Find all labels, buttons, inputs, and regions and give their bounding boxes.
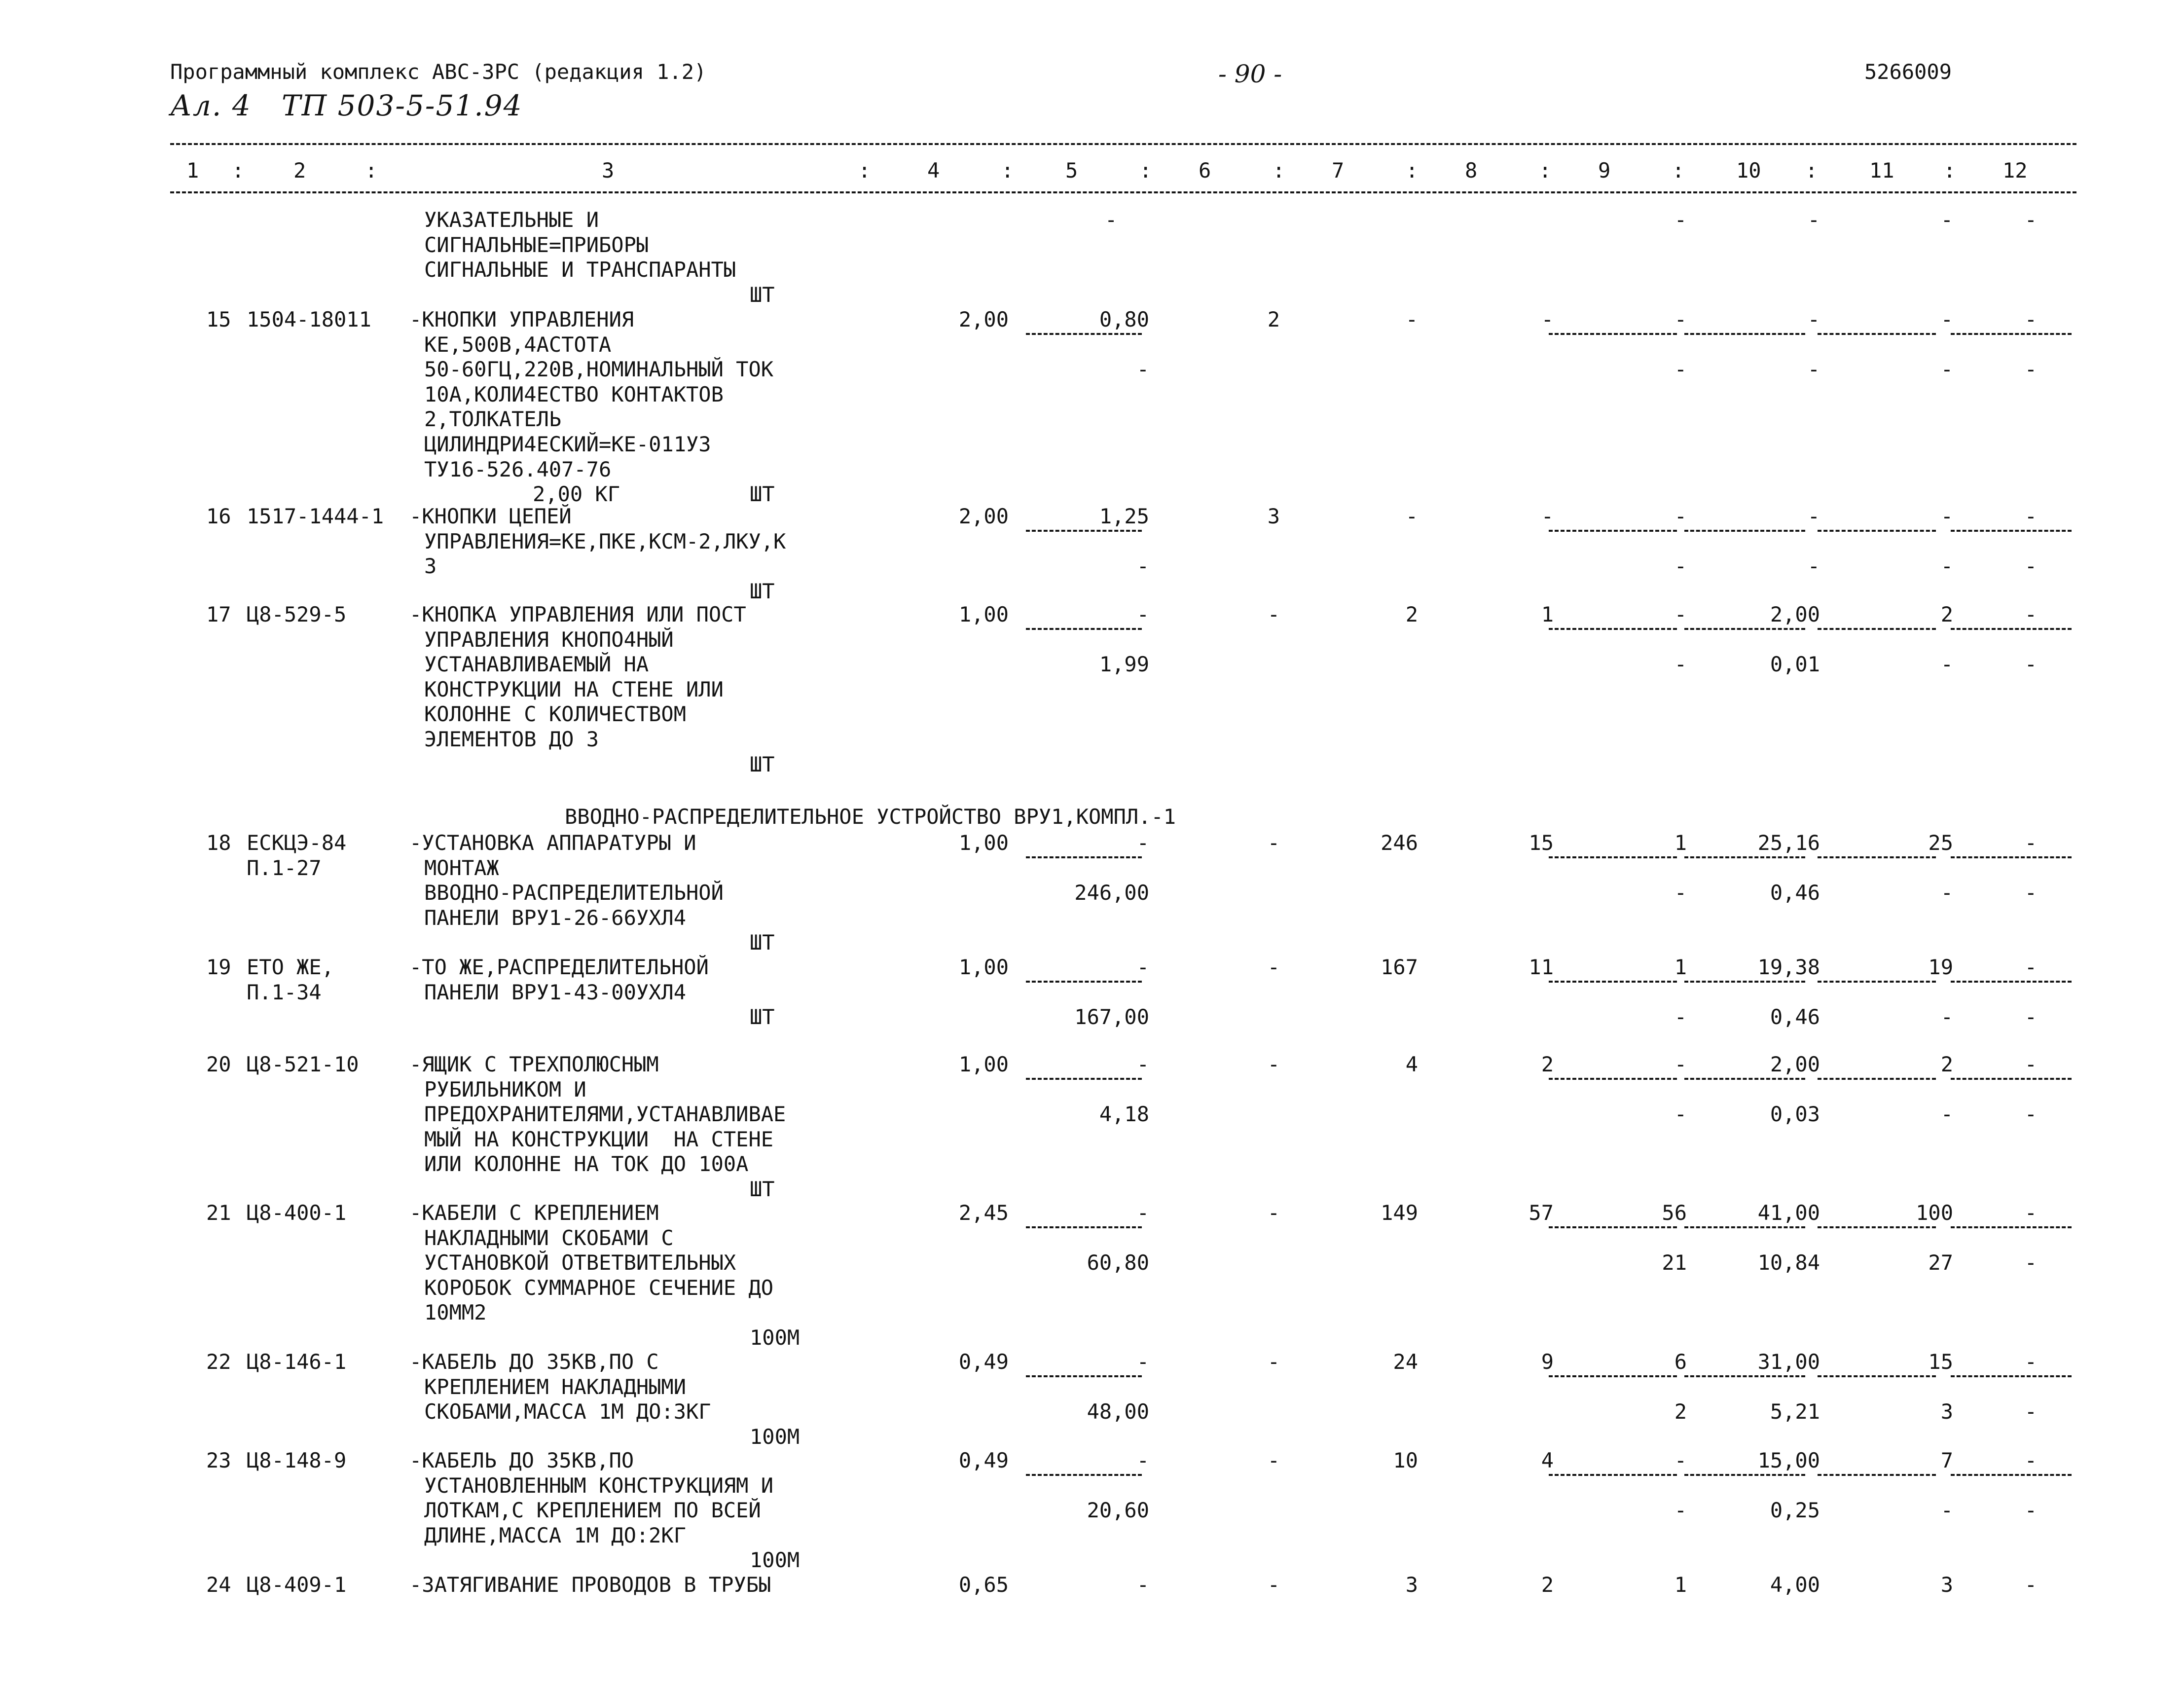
cell-value: 0,80 xyxy=(1099,307,1149,331)
fraction-divider xyxy=(1026,333,1142,335)
cell-value: 10,84 xyxy=(1757,1250,1820,1275)
fraction-divider xyxy=(1818,1474,1936,1476)
cell-value: 2,00 xyxy=(1770,602,1820,626)
cell-value: 4 xyxy=(1405,1052,1418,1076)
cell-value: 15 xyxy=(1928,1350,1953,1374)
cell-value: - xyxy=(1541,504,1554,528)
description-line: ТУ16-526.407-76 xyxy=(424,457,612,481)
cell-value: - xyxy=(1674,504,1687,528)
fraction-divider xyxy=(1684,1078,1805,1080)
cell-value: - xyxy=(1105,208,1118,232)
cell-value: 1,25 xyxy=(1099,504,1149,528)
fraction-divider xyxy=(1026,1226,1142,1228)
unit-label: ШТ xyxy=(750,482,775,507)
fraction-divider xyxy=(1549,1375,1677,1377)
cell-value: 2,00 xyxy=(958,504,1009,528)
fraction-divider xyxy=(1684,333,1805,335)
cell-value: 56 xyxy=(1662,1201,1687,1225)
cell-value: - xyxy=(2024,1052,2037,1076)
cell-value: 2,00 xyxy=(1770,1052,1820,1076)
column-header-1: 1 xyxy=(186,158,199,183)
description-line: КОРОБОК СУММАРНОЕ СЕЧЕНИЕ ДО xyxy=(424,1275,774,1300)
cell-value: - xyxy=(1267,831,1280,855)
fraction-divider xyxy=(1951,333,2072,335)
cell-value: 4,18 xyxy=(1099,1102,1149,1127)
fraction-divider xyxy=(1549,981,1677,983)
cell-value: - xyxy=(2024,602,2037,626)
cell-value: - xyxy=(1267,1350,1280,1374)
column-separator: : xyxy=(1139,158,1152,183)
cell-value: - xyxy=(2024,357,2037,382)
cell-value: 0,46 xyxy=(1770,881,1820,905)
price-code: П.1-27 xyxy=(247,855,322,880)
cell-value: - xyxy=(2024,307,2037,331)
row-number: 18 xyxy=(206,831,231,855)
cell-value: 15 xyxy=(1529,831,1554,855)
fraction-divider xyxy=(1951,1375,2072,1377)
column-header-5: 5 xyxy=(1065,158,1078,183)
cell-value: 0,03 xyxy=(1770,1102,1820,1127)
cell-value: - xyxy=(1940,1102,1953,1127)
cell-value: - xyxy=(1940,1498,1953,1523)
cell-value: 4 xyxy=(1541,1448,1554,1472)
price-code: Ц8-409-1 xyxy=(247,1573,347,1597)
cell-value: 1 xyxy=(1541,602,1554,626)
column-separator: : xyxy=(1943,158,1956,183)
fraction-divider xyxy=(1684,1226,1805,1228)
fraction-divider xyxy=(1818,1226,1936,1228)
description-line: МЫЙ НА КОНСТРУКЦИИ НА СТЕНЕ xyxy=(424,1127,774,1151)
description-line: -КАБЕЛЬ ДО 35КВ,ПО С xyxy=(409,1350,659,1374)
cell-value: 3 xyxy=(1267,504,1280,528)
cell-value: - xyxy=(2024,1573,2037,1597)
cell-value: 0,46 xyxy=(1770,1005,1820,1029)
column-header-4: 4 xyxy=(927,158,940,183)
cell-value: 1,99 xyxy=(1099,652,1149,677)
description-line: ПАНЕЛИ ВРУ1-43-00УХЛ4 xyxy=(424,980,687,1004)
cell-value: 24 xyxy=(1393,1350,1418,1374)
fraction-divider xyxy=(1951,856,2072,858)
cell-value: - xyxy=(1674,1498,1687,1523)
cell-value: 2,00 xyxy=(958,307,1009,331)
cell-value: 1 xyxy=(1674,955,1687,979)
price-code: ЕТО ЖЕ, xyxy=(247,955,334,979)
cell-value: - xyxy=(1940,652,1953,677)
cell-value: 21 xyxy=(1662,1250,1687,1275)
description-line: УСТАНОВКОЙ ОТВЕТВИТЕЛЬНЫХ xyxy=(424,1250,736,1275)
row-number: 20 xyxy=(206,1052,231,1076)
cell-value: 2 xyxy=(1405,602,1418,626)
cell-value: 41,00 xyxy=(1757,1201,1820,1225)
column-separator: : xyxy=(1805,158,1818,183)
cell-value: - xyxy=(2024,1250,2037,1275)
fraction-divider xyxy=(1951,530,2072,532)
description-line: СИГНАЛЬНЫЕ=ПРИБОРЫ xyxy=(424,232,649,257)
cell-value: 9 xyxy=(1541,1350,1554,1374)
cell-value: - xyxy=(1136,602,1149,626)
weight-label: 2,00 КГ xyxy=(533,482,620,507)
cell-value: - xyxy=(2024,1350,2037,1374)
cell-value: - xyxy=(2024,1498,2037,1523)
fraction-divider xyxy=(1026,981,1142,983)
description-line: ДЛИНЕ,МАССА 1М ДО:2КГ xyxy=(424,1523,687,1547)
fraction-divider xyxy=(1684,856,1805,858)
column-header-3: 3 xyxy=(602,158,615,183)
fraction-divider xyxy=(1549,333,1677,335)
cell-value: 48,00 xyxy=(1087,1399,1149,1424)
description-line: УСТАНОВЛЕННЫМ КОНСТРУКЦИЯМ И xyxy=(424,1473,774,1498)
cell-value: - xyxy=(2024,1448,2037,1472)
cell-value: - xyxy=(1267,1052,1280,1076)
cell-value: - xyxy=(1267,955,1280,979)
fraction-divider xyxy=(1684,981,1805,983)
description-line: УПРАВЛЕНИЯ КНОПО4НЫЙ xyxy=(424,627,674,652)
unit-label: ШТ xyxy=(750,1177,775,1201)
cell-value: 246 xyxy=(1381,831,1418,855)
price-code: 1504-18011 xyxy=(247,307,371,331)
column-header-8: 8 xyxy=(1465,158,1478,183)
cell-value: 2 xyxy=(1674,1399,1687,1424)
cell-value: - xyxy=(1674,1448,1687,1472)
cell-value: - xyxy=(2024,208,2037,232)
cell-value: - xyxy=(1674,1102,1687,1127)
cell-value: - xyxy=(1807,208,1820,232)
cell-value: - xyxy=(2024,554,2037,579)
cell-value: - xyxy=(1940,504,1953,528)
column-header-11: 11 xyxy=(1869,158,1894,183)
row-number: 19 xyxy=(206,955,231,979)
price-code: Ц8-148-9 xyxy=(247,1448,347,1472)
cell-value: - xyxy=(1940,307,1953,331)
fraction-divider xyxy=(1549,530,1677,532)
cell-value: 1,00 xyxy=(958,1052,1009,1076)
price-code: Ц8-400-1 xyxy=(247,1201,347,1225)
fraction-divider xyxy=(1026,1078,1142,1080)
fraction-divider xyxy=(1549,1474,1677,1476)
cell-value: 2 xyxy=(1267,307,1280,331)
cell-value: 2 xyxy=(1541,1573,1554,1597)
cell-value: 1,00 xyxy=(958,955,1009,979)
cell-value: 31,00 xyxy=(1757,1350,1820,1374)
row-number: 24 xyxy=(206,1573,231,1597)
description-line: -УСТАНОВКА АППАРАТУРЫ И xyxy=(409,831,696,855)
description-line: ИЛИ КОЛОННЕ НА ТОК ДО 100А xyxy=(424,1152,749,1176)
cell-value: - xyxy=(2024,652,2037,677)
cell-value: 4,00 xyxy=(1770,1573,1820,1597)
cell-value: - xyxy=(1674,208,1687,232)
description-line: УСТАНАВЛИВАЕМЫЙ НА xyxy=(424,652,649,677)
cell-value: - xyxy=(2024,1399,2037,1424)
document-code: 5266009 xyxy=(1864,60,1952,84)
cell-value: 1,00 xyxy=(958,831,1009,855)
description-line: 10А,КОЛИ4ЕСТВО КОНТАКТОВ xyxy=(424,382,724,406)
description-line: 10ММ2 xyxy=(424,1300,487,1325)
fraction-divider xyxy=(1951,1078,2072,1080)
description-line: -КАБЕЛЬ ДО 35КВ,ПО xyxy=(409,1448,634,1472)
cell-value: - xyxy=(1674,652,1687,677)
cell-value: 2 xyxy=(1541,1052,1554,1076)
cell-value: - xyxy=(1940,881,1953,905)
cell-value: - xyxy=(1940,208,1953,232)
column-header-9: 9 xyxy=(1598,158,1611,183)
cell-value: 167 xyxy=(1381,955,1418,979)
cell-value: 3 xyxy=(1405,1573,1418,1597)
cell-value: 246,00 xyxy=(1074,881,1149,905)
cell-value: 57 xyxy=(1529,1201,1554,1225)
description-line: ПРЕДОХРАНИТЕЛЯМИ,УСТАНАВЛИВАЕ xyxy=(424,1102,786,1127)
description-line: КЕ,500В,4АСТОТА xyxy=(424,332,612,357)
cell-value: - xyxy=(1267,1448,1280,1472)
price-code: 1517-1444-1 xyxy=(247,504,384,528)
unit-label: ШТ xyxy=(750,1005,775,1029)
cell-value: 19,38 xyxy=(1757,955,1820,979)
fraction-divider xyxy=(1549,1078,1677,1080)
cell-value: - xyxy=(1267,602,1280,626)
unit-label: ШТ xyxy=(750,282,775,307)
cell-value: - xyxy=(1136,357,1149,382)
cell-value: - xyxy=(2024,881,2037,905)
cell-value: - xyxy=(2024,1201,2037,1225)
cell-value: - xyxy=(1136,1448,1149,1472)
cell-value: - xyxy=(1674,1005,1687,1029)
row-number: 23 xyxy=(206,1448,231,1472)
cell-value: - xyxy=(2024,831,2037,855)
column-separator: : xyxy=(232,158,245,183)
unit-label: 100М xyxy=(750,1548,800,1573)
description-line: -ЗАТЯГИВАНИЕ ПРОВОДОВ В ТРУБЫ xyxy=(409,1573,771,1597)
fraction-divider xyxy=(1951,981,2072,983)
cell-value: - xyxy=(1940,554,1953,579)
price-code: П.1-34 xyxy=(247,980,322,1004)
description-line: РУБИЛЬНИКОМ И xyxy=(424,1077,586,1102)
description-line: ЦИЛИНДРИ4ЕСКИЙ=КЕ-011УЗ xyxy=(424,432,711,456)
description-line: ПАНЕЛИ ВРУ1-26-66УХЛ4 xyxy=(424,905,687,930)
description-line: 2,ТОЛКАТЕЛЬ xyxy=(424,407,562,432)
fraction-divider xyxy=(1549,1226,1677,1228)
description-line: КОЛОННЕ С КОЛИЧЕСТВОМ xyxy=(424,702,687,727)
cell-value: - xyxy=(1807,554,1820,579)
description-line: МОНТАЖ xyxy=(424,855,499,880)
column-separator: : xyxy=(1406,158,1419,183)
cell-value: - xyxy=(2024,955,2037,979)
cell-value: 15,00 xyxy=(1757,1448,1820,1472)
cell-value: 0,01 xyxy=(1770,652,1820,677)
cell-value: 60,80 xyxy=(1087,1250,1149,1275)
cell-value: 0,65 xyxy=(958,1573,1009,1597)
cell-value: 1 xyxy=(1674,1573,1687,1597)
description-line: -КНОПКА УПРАВЛЕНИЯ ИЛИ ПОСТ xyxy=(409,602,746,626)
description-line: -КАБЕЛИ С КРЕПЛЕНИЕМ xyxy=(409,1201,659,1225)
cell-value: 149 xyxy=(1381,1201,1418,1225)
cell-value: - xyxy=(2024,1102,2037,1127)
cell-value: 11 xyxy=(1529,955,1554,979)
cell-value: - xyxy=(1674,554,1687,579)
cell-value: 2 xyxy=(1940,602,1953,626)
column-header-2: 2 xyxy=(293,158,306,183)
cell-value: - xyxy=(1136,955,1149,979)
cell-value: - xyxy=(1674,307,1687,331)
column-separator: : xyxy=(365,158,378,183)
cell-value: - xyxy=(1674,881,1687,905)
cell-value: 1 xyxy=(1674,831,1687,855)
fraction-divider xyxy=(1818,856,1936,858)
column-header-6: 6 xyxy=(1199,158,1211,183)
fraction-divider xyxy=(1026,856,1142,858)
fraction-divider xyxy=(1026,1474,1142,1476)
description-line: КРЕПЛЕНИЕМ НАКЛАДНЫМИ xyxy=(424,1374,687,1399)
cell-value: - xyxy=(1940,357,1953,382)
cell-value: 10 xyxy=(1393,1448,1418,1472)
cell-value: 100 xyxy=(1916,1201,1953,1225)
cell-value: - xyxy=(1267,1573,1280,1597)
column-separator: : xyxy=(858,158,871,183)
handwritten-reference: Ал. 4 ТП 503-5-51.94 xyxy=(170,89,523,122)
cell-value: - xyxy=(1940,1005,1953,1029)
description-line: СКОБАМИ,МАССА 1М ДО:3КГ xyxy=(424,1399,711,1424)
cell-value: 3 xyxy=(1940,1573,1953,1597)
cell-value: 20,60 xyxy=(1087,1498,1149,1523)
price-code: Ц8-146-1 xyxy=(247,1350,347,1374)
description-line: З xyxy=(424,554,437,579)
fraction-divider xyxy=(1026,628,1142,630)
cell-value: - xyxy=(1674,602,1687,626)
row-number: 16 xyxy=(206,504,231,528)
row-number: 21 xyxy=(206,1201,231,1225)
fraction-divider xyxy=(1026,530,1142,532)
description-line: СИГНАЛЬНЫЕ И ТРАНСПАРАНТЫ xyxy=(424,257,736,282)
fraction-divider xyxy=(1818,981,1936,983)
fraction-divider xyxy=(1684,530,1805,532)
cell-value: 2 xyxy=(1940,1052,1953,1076)
column-header-7: 7 xyxy=(1332,158,1345,183)
column-separator: : xyxy=(1539,158,1552,183)
column-separator: : xyxy=(1273,158,1285,183)
fraction-divider xyxy=(1549,856,1677,858)
description-line: КОНСТРУКЦИИ НА СТЕНЕ ИЛИ xyxy=(424,677,724,701)
cell-value: 25 xyxy=(1928,831,1953,855)
row-number: 17 xyxy=(206,602,231,626)
fraction-divider xyxy=(1549,628,1677,630)
fraction-divider xyxy=(1684,1375,1805,1377)
cell-value: - xyxy=(1136,831,1149,855)
price-code: Ц8-521-10 xyxy=(247,1052,359,1076)
description-line: ВВОДНО-РАСПРЕДЕЛИТЕЛЬНОЙ xyxy=(424,881,724,905)
description-line: УПРАВЛЕНИЯ=КЕ,ПКЕ,КСМ-2,ЛКУ,К xyxy=(424,529,786,553)
cell-value: 19 xyxy=(1928,955,1953,979)
unit-label: 100М xyxy=(750,1325,800,1350)
unit-label: 100М xyxy=(750,1424,800,1449)
fraction-divider xyxy=(1684,628,1805,630)
cell-value: 0,25 xyxy=(1770,1498,1820,1523)
cell-value: - xyxy=(1267,1201,1280,1225)
fraction-divider xyxy=(1818,333,1936,335)
cell-value: 1,00 xyxy=(958,602,1009,626)
cell-value: - xyxy=(1136,554,1149,579)
fraction-divider xyxy=(1026,1375,1142,1377)
cell-value: - xyxy=(1807,307,1820,331)
column-header-10: 10 xyxy=(1736,158,1761,183)
page-number: - 90 - xyxy=(1218,60,1282,88)
cell-value: - xyxy=(1136,1201,1149,1225)
description-line: -КНОПКИ ЦЕПЕЙ xyxy=(409,504,572,528)
fraction-divider xyxy=(1818,1375,1936,1377)
cell-value: 7 xyxy=(1940,1448,1953,1472)
cell-value: - xyxy=(2024,1005,2037,1029)
cell-value: - xyxy=(1405,307,1418,331)
cell-value: 6 xyxy=(1674,1350,1687,1374)
unit-label: ШТ xyxy=(750,752,775,776)
column-header-12: 12 xyxy=(2002,158,2028,183)
unit-label: ШТ xyxy=(750,579,775,603)
cell-value: - xyxy=(1405,504,1418,528)
cell-value: - xyxy=(1807,504,1820,528)
cell-value: 0,49 xyxy=(958,1448,1009,1472)
cell-value: - xyxy=(1674,357,1687,382)
description-line: ЛОТКАМ,С КРЕПЛЕНИЕМ ПО ВСЕЙ xyxy=(424,1498,761,1523)
unit-label: ШТ xyxy=(750,930,775,955)
fraction-divider xyxy=(1818,628,1936,630)
fraction-divider xyxy=(1951,628,2072,630)
cell-value: 3 xyxy=(1940,1399,1953,1424)
cell-value: - xyxy=(2024,504,2037,528)
header-bottom-rule xyxy=(170,191,2076,193)
cell-value: - xyxy=(1541,307,1554,331)
description-line: ЭЛЕМЕНТОВ ДО 3 xyxy=(424,727,599,751)
price-code: ЕСКЦЭ-84 xyxy=(247,831,347,855)
row-number: 15 xyxy=(206,307,231,331)
cell-value: 5,21 xyxy=(1770,1399,1820,1424)
cell-value: - xyxy=(1674,1052,1687,1076)
cell-value: 0,49 xyxy=(958,1350,1009,1374)
row-number: 22 xyxy=(206,1350,231,1374)
description-line: УКАЗАТЕЛЬНЫЕ И xyxy=(424,208,599,232)
description-line: -ЯЩИК С ТРЕХПОЛЮСНЫМ xyxy=(409,1052,659,1076)
description-line: -ТО ЖЕ,РАСПРЕДЕЛИТЕЛЬНОЙ xyxy=(409,955,709,979)
cell-value: - xyxy=(1136,1350,1149,1374)
cell-value: 25,16 xyxy=(1757,831,1820,855)
cell-value: 2,45 xyxy=(958,1201,1009,1225)
cell-value: - xyxy=(1807,357,1820,382)
program-title: Программный комплекс АВС-3РС (редакция 1.2) xyxy=(170,60,707,84)
cell-value: - xyxy=(1136,1052,1149,1076)
description-line: -КНОПКИ УПРАВЛЕНИЯ xyxy=(409,307,634,331)
fraction-divider xyxy=(1818,530,1936,532)
header-top-rule xyxy=(170,143,2076,145)
cell-value: - xyxy=(1136,1573,1149,1597)
fraction-divider xyxy=(1951,1474,2072,1476)
column-separator: : xyxy=(1672,158,1685,183)
description-line: 50-60ГЦ,220В,НОМИНАЛЬНЫЙ ТОК xyxy=(424,357,774,382)
fraction-divider xyxy=(1818,1078,1936,1080)
column-separator: : xyxy=(1001,158,1014,183)
fraction-divider xyxy=(1951,1226,2072,1228)
description-line: НАКЛАДНЫМИ СКОБАМИ С xyxy=(424,1225,674,1250)
cell-value: 167,00 xyxy=(1074,1005,1149,1029)
cell-value: 27 xyxy=(1928,1250,1953,1275)
fraction-divider xyxy=(1684,1474,1805,1476)
section-title: ВВОДНО-РАСПРЕДЕЛИТЕЛЬНОЕ УСТРОЙСТВО ВРУ1,КОМПЛ.-1 xyxy=(565,805,1176,829)
price-code: Ц8-529-5 xyxy=(247,602,347,626)
